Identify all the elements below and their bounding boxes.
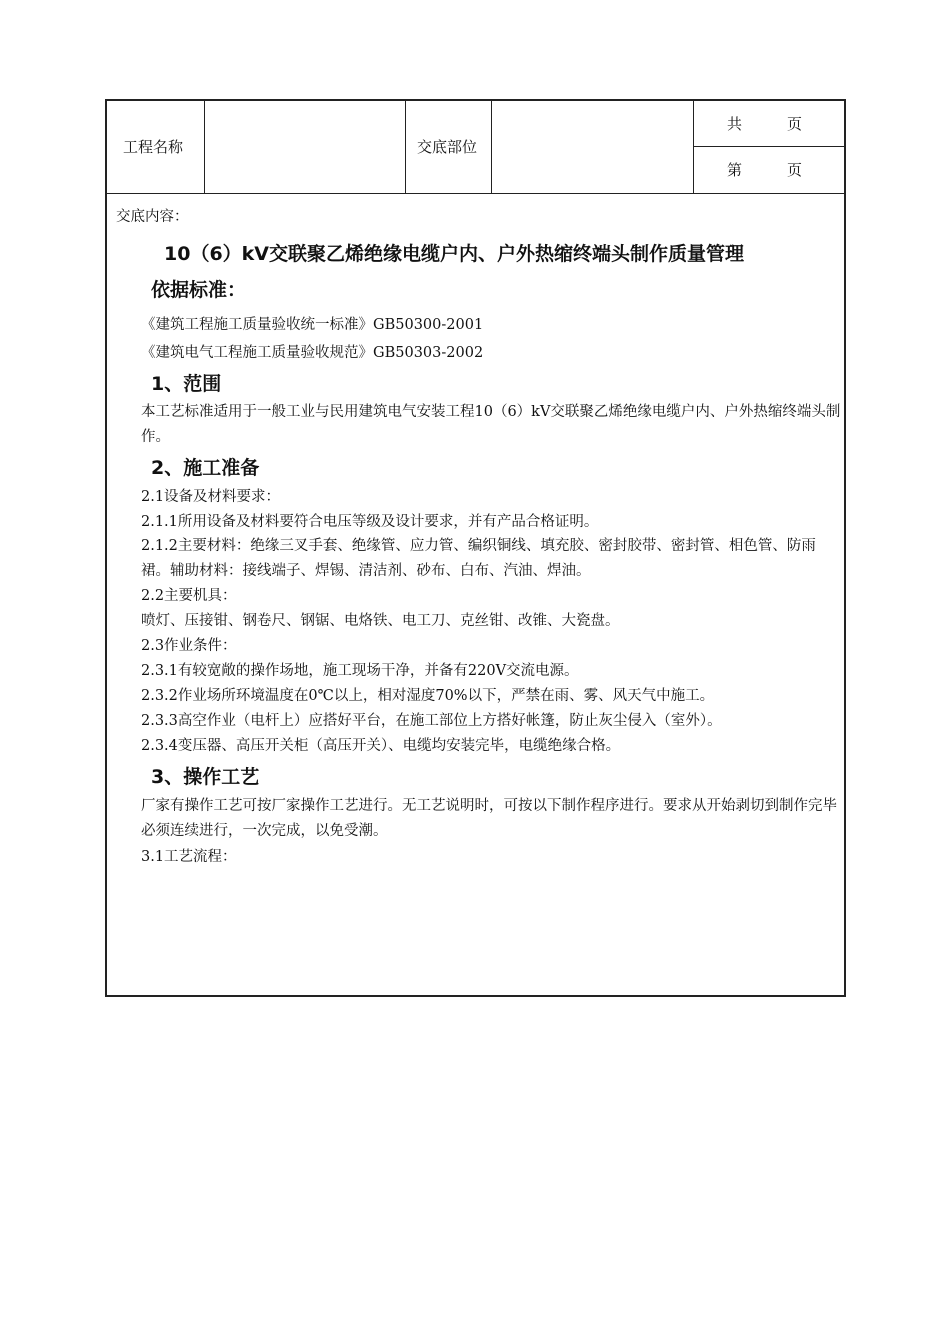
section-2-line: 2.3.3高空作业（电杆上）应搭好平台，在施工部位上方搭好帐篷，防止灰尘侵入（室外）。: [141, 713, 722, 729]
section-2-line: 2.2主要机具：: [141, 588, 237, 604]
divider: [405, 101, 406, 193]
section-1-text: 本工艺标准适用于一般工业与民用建筑电气安装工程10（6）kV交联聚乙烯绝缘电缆户内、户外热缩终端头制作。: [141, 404, 841, 445]
section-3-heading: 3、操作工艺: [151, 766, 260, 788]
form-header: [107, 101, 844, 194]
handover-form: [105, 99, 846, 997]
section-3-sub: 3.1工艺流程：: [141, 849, 237, 865]
basis-heading: 依据标准：: [151, 279, 247, 301]
section-1-heading: 1、范围: [151, 373, 222, 395]
total-pages: 共 页: [727, 115, 803, 133]
section-2-line: 2.3.4变压器、高压开关柜（高压开关）、电缆均安装完毕，电缆绝缘合格。: [141, 738, 621, 754]
divider: [491, 101, 492, 193]
standard-item: 《建筑电气工程施工质量验收规范》GB50303-2002: [141, 345, 484, 361]
divider: [693, 101, 694, 193]
section-2-line: 2.3.2作业场所环境温度在0℃以上，相对湿度70%以下，严禁在雨、雾、风天气中施工。: [141, 688, 715, 704]
section-3-text: 厂家有操作工艺可按厂家操作工艺进行。无工艺说明时，可按以下制作程序进行。要求从开始剥切到制作完毕必须连续进行，一次完成，以免受潮。: [141, 798, 837, 839]
divider: [204, 101, 205, 193]
handover-part-label: 交底部位: [417, 138, 478, 156]
section-2-line: 2.1.1所用设备及材料要符合电压等级及设计要求，并有产品合格证明。: [141, 514, 599, 530]
section-2-line: 2.3.1有较宽敞的操作场地，施工现场干净，并备有220V交流电源。: [141, 663, 579, 679]
project-name-label: 工程名称: [123, 138, 184, 156]
section-2-heading: 2、施工准备: [151, 457, 260, 479]
section-2-line: 2.3作业条件：: [141, 638, 237, 654]
divider: [693, 146, 844, 147]
handover-content: [107, 193, 844, 995]
document-title: 10（6）kV交联聚乙烯绝缘电缆户内、户外热缩终端头制作质量管理: [164, 243, 745, 265]
section-2-line: 喷灯、压接钳、钢卷尺、钢锯、电烙铁、电工刀、克丝钳、改锥、大瓷盘。: [141, 613, 620, 629]
section-2-line: 2.1设备及材料要求：: [141, 489, 281, 505]
page-number: 第 页: [727, 161, 803, 179]
section-2-line: 2.1.2主要材料：绝缘三叉手套、绝缘管、应力管、编织铜线、填充胶、密封胶带、密封管、相色管、防雨裙。辅助材料：接线端子、焊锡、清洁剂、砂布、白布、汽油、焊油。: [141, 538, 816, 579]
intro-label: 交底内容：: [116, 209, 189, 225]
standard-item: 《建筑工程施工质量验收统一标准》GB50300-2001: [141, 317, 484, 333]
